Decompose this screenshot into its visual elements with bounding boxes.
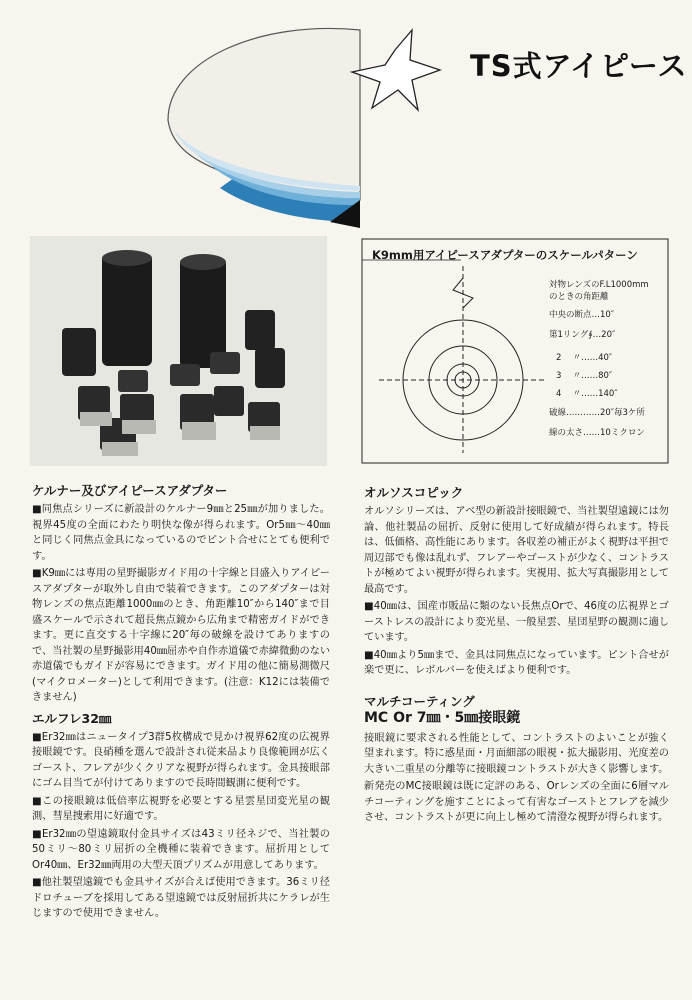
kellner-paragraph-1: ■同焦点シリーズに新設計のケルナー9㎜と25㎜が加りました。視界45度の全面にわたり明快な像が得られます。Or5㎜～40㎜と同じく同焦点金具になっているのでピント合せにとても便利です。 (32, 504, 330, 562)
ortho-paragraph-3: ■40㎜より5㎜まで、金具は同焦点になっています。ピント合せが楽で更に、レボルバーを使えばより便利です。 (364, 649, 669, 676)
ortho-paragraph-2: ■40㎜は、国産市販品に類のない長焦点Orで、46度の広視界とゴーストレスの設計により変光星、一般星雲、星団星野の観測に適しています。 (364, 601, 669, 643)
spec-line-5: 2 〃……40″ (556, 353, 613, 363)
star-shape (352, 30, 440, 110)
ortho-paragraph-1: オルソシリーズは、アベ型の新設計接眼鏡で、当社製望遠鏡には勿論、他社製品の屈折、反射に使用して好成績が得られます。特長は、低価格、高性能にあります。各収差の補正がよく視野は平担で周辺部でも像は乱れず、フレアーやゴーストが少なく、コントラストが極めてよい視野が得られます。実視用、拡大写真撮影用として最高です。 (364, 506, 669, 595)
spec-line-7: 4 〃……140″ (556, 389, 618, 399)
eyepiece-photo (30, 236, 327, 466)
right-column (364, 484, 669, 828)
spec-line-1: 対物レンズのF.L1000mm (549, 280, 649, 290)
ortho-heading: オルソスコピック (364, 485, 464, 500)
mc-paragraph-2: 新発売のMC接眼鏡は既に定評のある、Orレンズの全面に6層マルチコーティングを施すことによって有害なゴーストとフレアを減少させ、コントラストが更に向上し極めて清澄な視野が得られます。 (364, 781, 669, 823)
spec-line-8: 破線…………20″毎3ケ所 (549, 408, 645, 418)
diagram-title: K9mm用アイピースアダプターのスケールパターン (372, 248, 638, 262)
kellner-paragraph-2: ■K9㎜には専用の星野撮影ガイド用の十字線と目盛入りアイピースアダプターが取外し自由で装着できます。このアダプターは対物レンズの焦点距離1000㎜のとき、角距離10″から140″まで目盛スケールで示されて超長焦点鏡から広角まで精密ガイドができます。更に直交する十字線に20″毎の破線を設けてありますので、当社製の星野撮影用40㎜屈赤や自作赤道儀で赤緯微動のない赤道儀でもガイドが容易にできます。ガイド用の他に簡易測微尺(マイクロメーター)として利用できます。(注意：K12には装備できません) (32, 568, 331, 703)
spec-line-4: 第1リング∮…20″ (549, 330, 616, 340)
spec-line-6: 3 〃……80″ (556, 371, 613, 381)
spec-line-3: 中央の断点…10″ (549, 310, 614, 320)
kellner-heading: ケルナー及びアイピースアダプター (32, 483, 228, 498)
mc-paragraph-1: 接眼鏡に要求される性能として、コントラストのよいことが強く望まれます。特に惑星面・月面細部の眼視・拡大撮影用、光度差の大きい二重星の分離等に接眼鏡コントラストが大きく影響します。 (364, 732, 669, 775)
spec-line-2: のときの角距離 (549, 292, 609, 302)
mc-heading-2: MC Or 7㎜・5㎜接眼鏡 (364, 709, 521, 726)
page-title: TS式アイピース (470, 49, 688, 83)
erfle-paragraph-1: ■Er32㎜はニュータイプ3群5枚構成で見かけ視界62度の広視界接眼鏡です。良硝種を選んで設計され従来品より良像範囲が広くゴースト、フレアが少くクリアな視野が得られます。金具接眼部にゴム目当てが付けてありますので長時間観測に便利です。 (32, 731, 330, 789)
erfle-paragraph-4: ■他社製望遠鏡でも金具サイズが合えば使用できます。36ミリ径ドロチューブを採用してある望遠鏡では反射屈折共にケラレが生じますので使用できません。 (32, 877, 330, 919)
spec-line-9: 線の太さ……10ミクロン (549, 428, 645, 438)
ring-star-artwork (0, 0, 692, 240)
erfle-paragraph-3: ■Er32㎜の望遠鏡取付金具サイズは43ミリ径ネジで、当社製の50ミリ～80ミリ屈折の全機種に装着できます。屈折用としてOr40㎜、Er32㎜両用の大型天頂プリズムが用意してあります。 (32, 828, 330, 871)
erfle-heading: エルフレ32㎜ (32, 710, 112, 726)
left-column (32, 482, 330, 924)
erfle-paragraph-2: ■この接眼鏡は低倍率広視野を必要とする星雲星団変光星の観測、彗星捜索用に好適です。 (32, 795, 330, 822)
eyepiece-photo-art (30, 236, 327, 466)
mc-heading-1: マルチコーティング (364, 693, 475, 709)
